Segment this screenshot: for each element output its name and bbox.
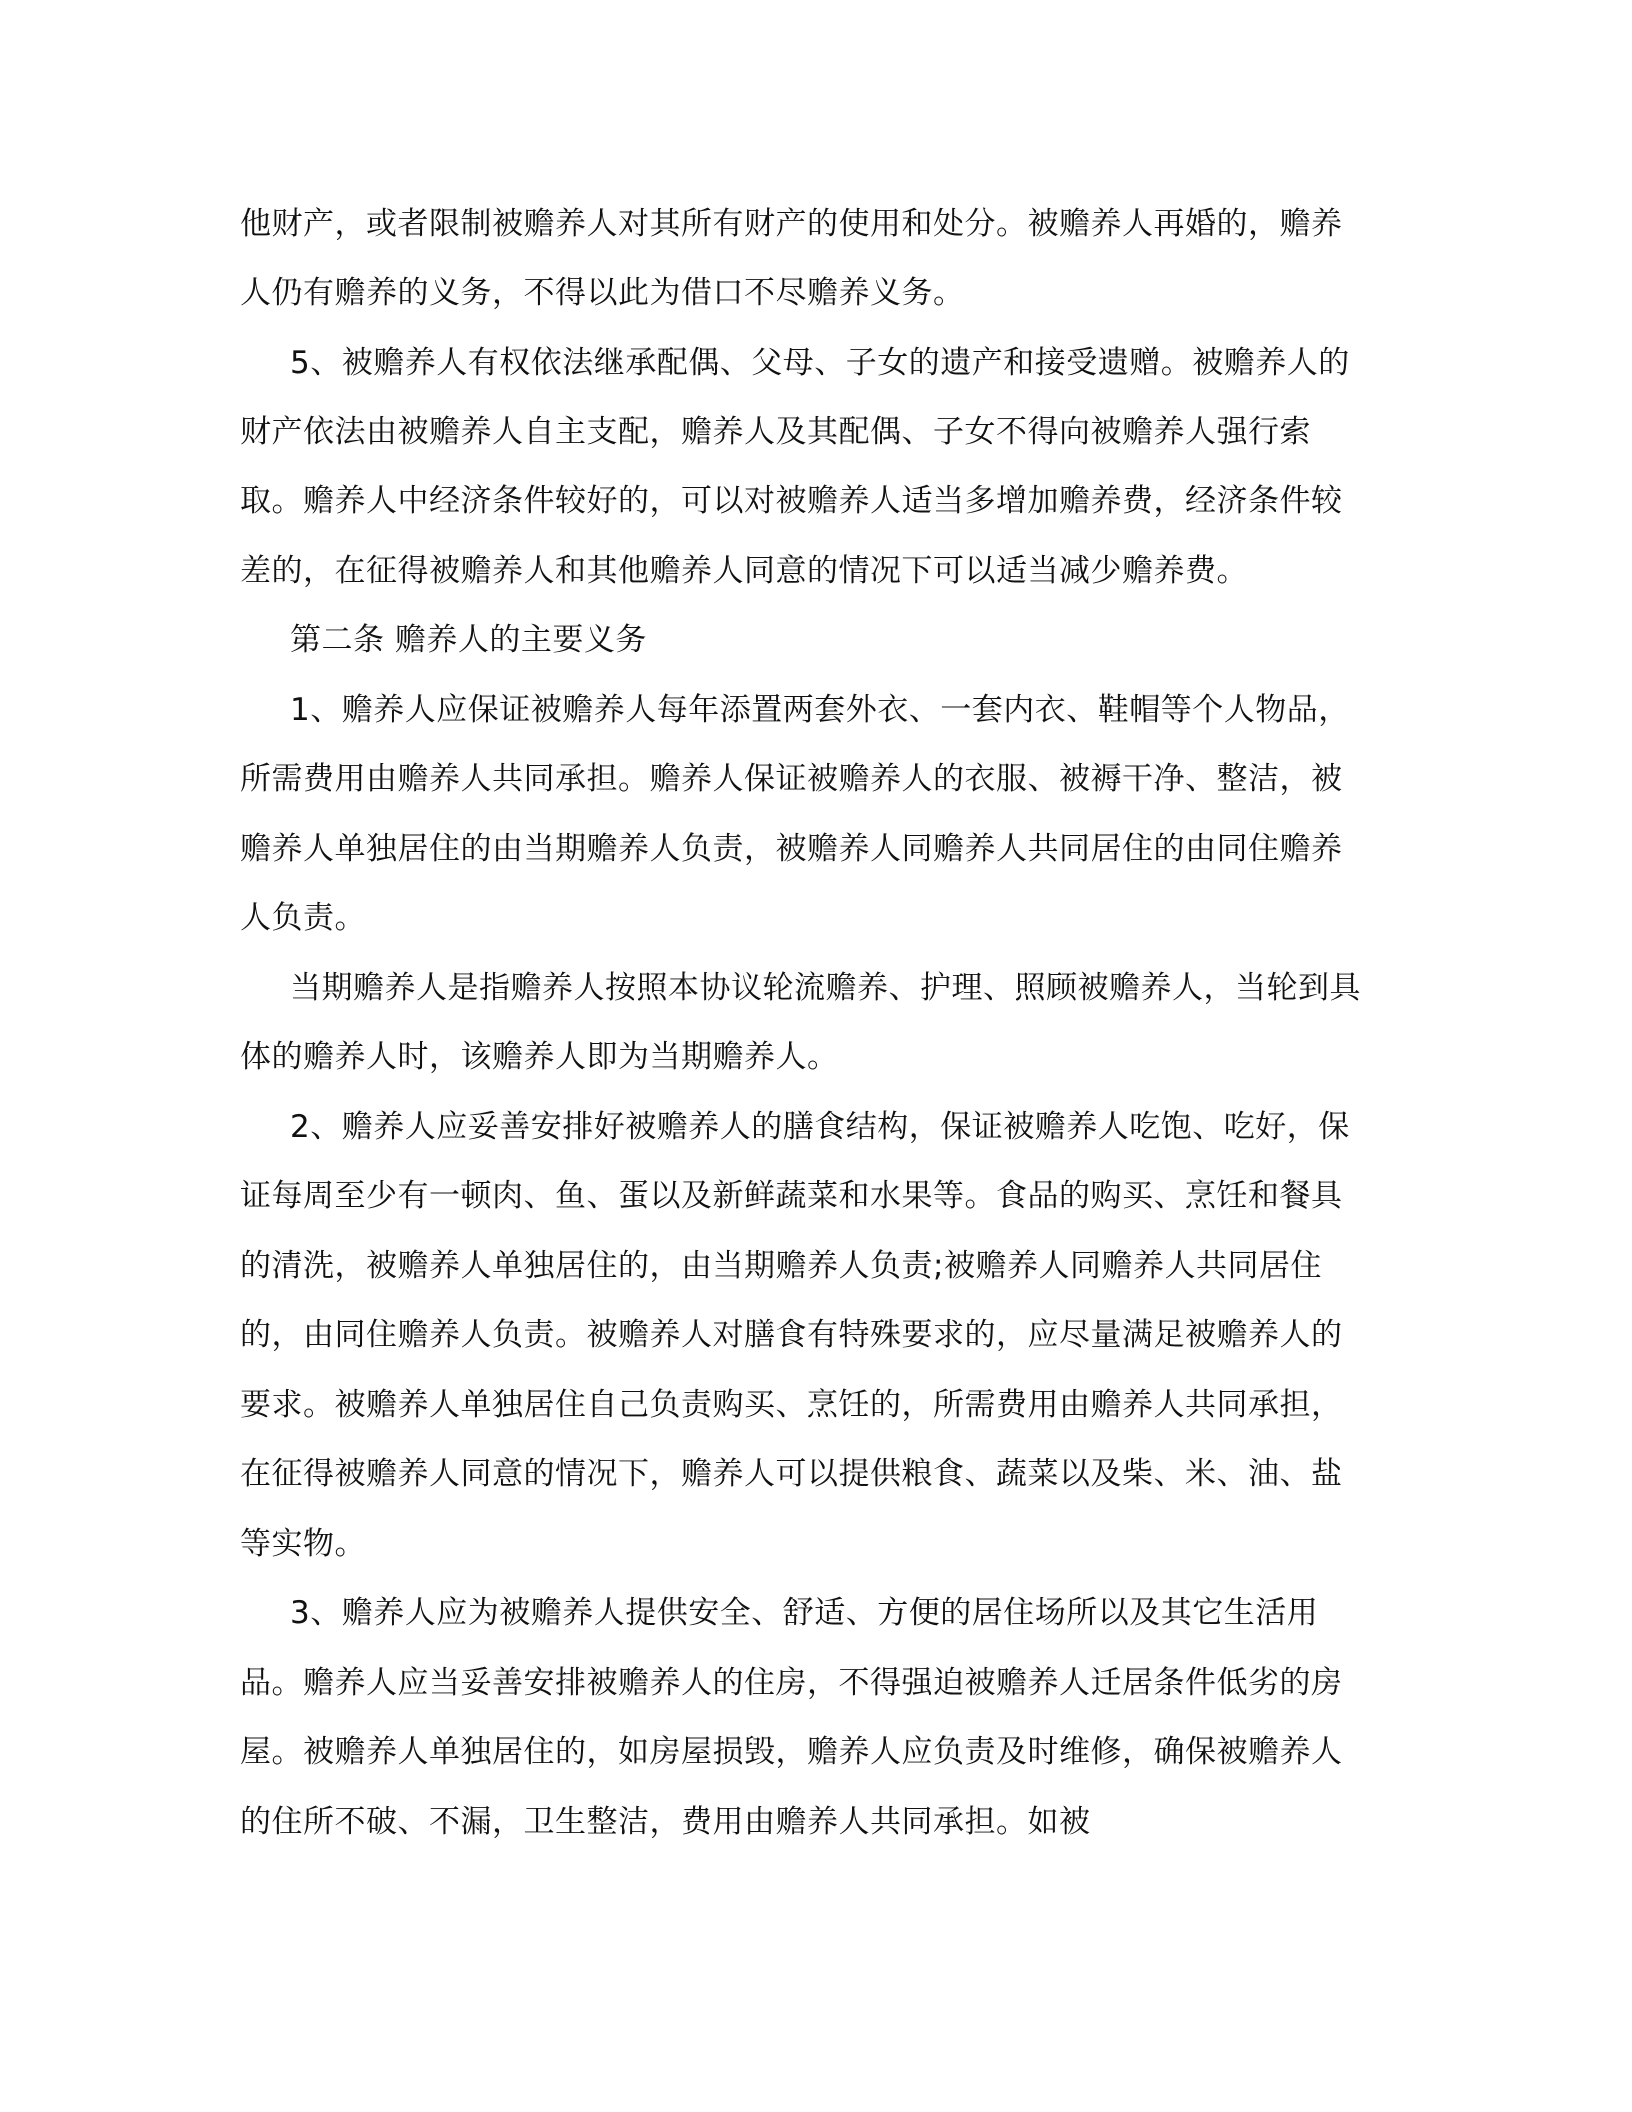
text-line: 他财产，或者限制被赡养人对其所有财产的使用和处分。被赡养人再婚的，赡养	[240, 206, 1343, 242]
section-heading: 第二条 赡养人的主要义务	[290, 622, 647, 658]
text-line: 1、赡养人应保证被赡养人每年添置两套外衣、一套内衣、鞋帽等个人物品，	[290, 692, 1350, 728]
text-line: 取。赡养人中经济条件较好的，可以对被赡养人适当多增加赡养费，经济条件较	[240, 483, 1343, 519]
text-line: 人仍有赡养的义务，不得以此为借口不尽赡养义务。	[240, 275, 965, 311]
text-line: 财产依法由被赡养人自主支配，赡养人及其配偶、子女不得向被赡养人强行索	[240, 414, 1311, 450]
text-line: 在征得被赡养人同意的情况下，赡养人可以提供粮食、蔬菜以及柴、米、油、盐	[240, 1456, 1343, 1492]
text-line: 的住所不破、不漏，卫生整洁，费用由赡养人共同承担。如被	[240, 1804, 1091, 1840]
text-line: 赡养人单独居住的由当期赡养人负责，被赡养人同赡养人共同居住的由同住赡养	[240, 831, 1343, 867]
text-line: 体的赡养人时，该赡养人即为当期赡养人。	[240, 1039, 839, 1075]
text-line: 3、赡养人应为被赡养人提供安全、舒适、方便的居住场所以及其它生活用	[290, 1595, 1319, 1631]
text-line: 差的，在征得被赡养人和其他赡养人同意的情况下可以适当减少赡养费。	[240, 553, 1248, 589]
text-line: 的清洗，被赡养人单独居住的，由当期赡养人负责;被赡养人同赡养人共同居住	[240, 1248, 1322, 1284]
text-line: 2、赡养人应妥善安排好被赡养人的膳食结构，保证被赡养人吃饱、吃好，保	[290, 1109, 1350, 1145]
text-line: 人负责。	[240, 900, 366, 936]
text-line: 5、被赡养人有权依法继承配偶、父母、子女的遗产和接受遗赠。被赡养人的	[290, 345, 1350, 381]
text-line: 屋。被赡养人单独居住的，如房屋损毁，赡养人应负责及时维修，确保被赡养人	[240, 1734, 1343, 1770]
text-line: 要求。被赡养人单独居住自己负责购买、烹饪的，所需费用由赡养人共同承担，	[240, 1387, 1343, 1423]
text-line: 当期赡养人是指赡养人按照本协议轮流赡养、护理、照顾被赡养人，当轮到具	[290, 970, 1361, 1006]
text-line: 证每周至少有一顿肉、鱼、蛋以及新鲜蔬菜和水果等。食品的购买、烹饪和餐具	[240, 1178, 1343, 1214]
text-line: 品。赡养人应当妥善安排被赡养人的住房，不得强迫被赡养人迁居条件低劣的房	[240, 1665, 1343, 1701]
text-line: 的，由同住赡养人负责。被赡养人对膳食有特殊要求的，应尽量满足被赡养人的	[240, 1317, 1343, 1353]
text-line: 等实物。	[240, 1526, 366, 1562]
text-line: 所需费用由赡养人共同承担。赡养人保证被赡养人的衣服、被褥干净、整洁，被	[240, 761, 1343, 797]
